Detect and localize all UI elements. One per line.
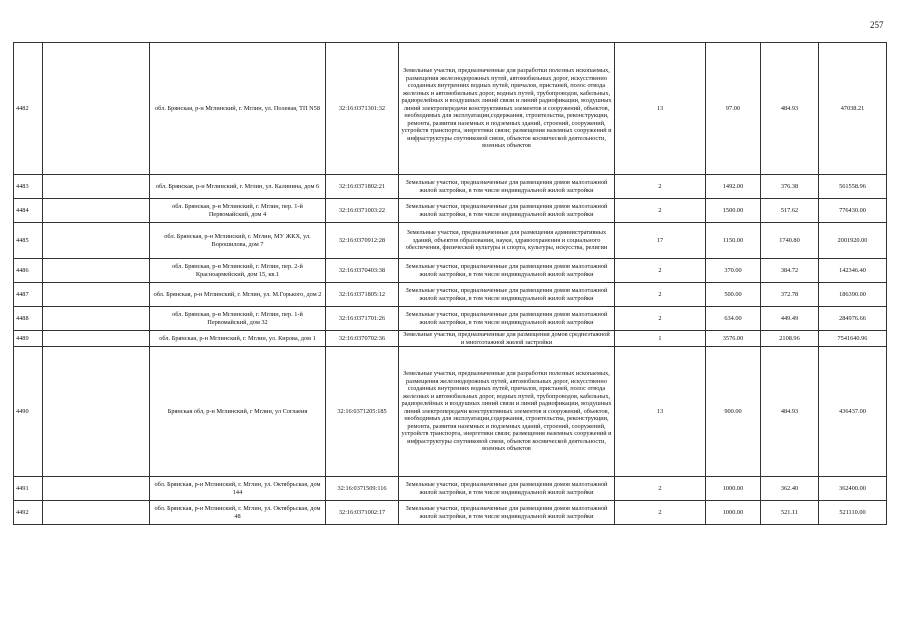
row-address: обл. Брянская, р-н Мглинский, г. Мглин, пер. 2-й Красноармейский, дом 15, кв.1 [150,259,326,283]
row-category-code: 2 [615,175,706,199]
row-specific-value: 521.11 [761,501,819,525]
row-number: 4487 [14,283,43,307]
row-area: 3576.00 [706,331,761,347]
row-area: 1492.00 [706,175,761,199]
table-row [14,347,887,477]
row-specific-value: 372.78 [761,283,819,307]
row-cadastral-number: 32:16:0371802:21 [326,175,399,199]
row-permitted-use: Земельные участки, предназначенные для разработки полезных ископаемых, размещения железнодорожных путей, автомобильных дорог, искусственно созданных внутренних водных путей, причалов, пристаней, полос отвода железных и автомобильных дорог, водных путей, трубопроводов, кабельных, радиорелейных и воздушных линий связи и линий радиофикации, воздушных линий электропередачи конструктивных элементов и сооружений, объектов, необходимых для эксплуатации,содержания, строительства, реконструкции, ремонта, развития наземных и подземных зданий, строений, сооружений, устройств транспорта, энергетики связи; размещения наземных сооружений и инфраструктуры спутниковой связи, объектов космической деятельности, военных объектов [399,347,615,477]
cadastral-register-table [13,42,887,525]
row-area: 900.00 [706,347,761,477]
row-address: обл. Брянская, р-н Мглинский, г. Мглин, пер. 1-й Первомайский, дом 4 [150,199,326,223]
row-address: обл. Брянская, р-н Мглинский, г. Мглин, ул. Кирова, дом 1 [150,331,326,347]
row-cadastral-value: 186390.00 [819,283,887,307]
row-cadastral-number: 32:16:0371301:32 [326,43,399,175]
row-category-code: 2 [615,477,706,501]
table-row [14,331,887,347]
row-address: обл. Брянская, р-н Мглинский, г. Мглин, ул. Полевая, ТП N58 [150,43,326,175]
row-area: 1000.00 [706,501,761,525]
row-area: 1150.00 [706,223,761,259]
row-cadastral-value: 142346.40 [819,259,887,283]
table-row [14,283,887,307]
row-number: 4486 [14,259,43,283]
row-cadastral-number: 32:16:0371002:17 [326,501,399,525]
row-address: обл. Брянская, р-н Мглинский, г. Мглин, ул. Октябрьская, дом 144 [150,477,326,501]
row-blank-cell [43,223,150,259]
row-address: обл. Брянская, р-н Мглинский, г. Мглин, ул. Октябрьская, дом 48 [150,501,326,525]
row-blank-cell [43,307,150,331]
row-number: 4483 [14,175,43,199]
row-area: 1000.00 [706,477,761,501]
row-permitted-use: Земельные участки, предназначенные для размещения домов малоэтажной жилой застройки, в том числе индивидуальной жилой застройки [399,283,615,307]
table-row [14,259,887,283]
row-cadastral-value: 436437.00 [819,347,887,477]
row-specific-value: 484.93 [761,43,819,175]
row-category-code: 13 [615,347,706,477]
row-cadastral-number: 32:16:0371003:22 [326,199,399,223]
row-cadastral-value: 47038.21 [819,43,887,175]
row-address: обл. Брянская, р-н Мглинский, г. Мглин, пер. 1-й Первомайский, дом 32 [150,307,326,331]
row-specific-value: 384.72 [761,259,819,283]
row-area: 500.00 [706,283,761,307]
row-number: 4490 [14,347,43,477]
row-area: 634.00 [706,307,761,331]
row-address: обл. Брянская, р-н Мглинский, г. Мглин, ул. М.Горького, дом 2 [150,283,326,307]
row-specific-value: 2108.96 [761,331,819,347]
row-cadastral-number: 32:16:0370403:38 [326,259,399,283]
row-blank-cell [43,259,150,283]
row-number: 4485 [14,223,43,259]
row-cadastral-value: 561558.96 [819,175,887,199]
row-number: 4482 [14,43,43,175]
row-cadastral-value: 2001920.00 [819,223,887,259]
row-blank-cell [43,43,150,175]
row-category-code: 1 [615,331,706,347]
page-number: 257 [870,20,884,30]
row-number: 4484 [14,199,43,223]
row-blank-cell [43,501,150,525]
row-cadastral-value: 7541640.96 [819,331,887,347]
row-blank-cell [43,175,150,199]
table-row [14,307,887,331]
row-permitted-use: Земельные участки, предназначенные для размещения домов малоэтажной жилой застройки, в том числе индивидуальной жилой застройки [399,199,615,223]
table-row [14,477,887,501]
row-blank-cell [43,347,150,477]
row-specific-value: 1740.80 [761,223,819,259]
row-number: 4492 [14,501,43,525]
row-cadastral-number: 32:16:0371701:26 [326,307,399,331]
row-category-code: 2 [615,307,706,331]
row-number: 4488 [14,307,43,331]
row-area: 97.00 [706,43,761,175]
row-permitted-use: Земельные участки, предназначенные для размещения административных зданий, объектов образования, науки, здравоохранения и социального обеспечения, физической культуры и спорта, культуры, искусства, религии [399,223,615,259]
row-blank-cell [43,283,150,307]
row-category-code: 2 [615,199,706,223]
row-permitted-use: Земельные участки, предназначенные для размещения домов малоэтажной жилой застройки, в том числе индивидуальной жилой застройки [399,477,615,501]
row-blank-cell [43,477,150,501]
row-permitted-use: Земельные участки, предназначенные для размещения домов малоэтажной жилой застройки, в том числе индивидуальной жилой застройки [399,259,615,283]
table-row [14,175,887,199]
row-specific-value: 376.38 [761,175,819,199]
row-specific-value: 484.93 [761,347,819,477]
row-permitted-use: Земельные участки, предназначенные для размещения домов малоэтажной жилой застройки, в том числе индивидуальной жилой застройки [399,175,615,199]
row-cadastral-value: 776430.00 [819,199,887,223]
row-permitted-use: Земельные участки, предназначенные для размещения домов малоэтажной жилой застройки, в том числе индивидуальной жилой застройки [399,501,615,525]
row-permitted-use: Земельные участки, предназначенные для разработки полезных ископаемых, размещения железнодорожных путей, автомобильных дорог, искусственно созданных внутренних водных путей, причалов, пристаней, полос отвода железных и автомобильных дорог, водных путей, трубопроводов, кабельных, радиорелейных и воздушных линий связи и линий радиофикации, воздушных линий электропередачи конструктивных элементов и сооружений, объектов, необходимых для эксплуатации,содержания, строительства, реконструкции, ремонта, развития наземных и подземных зданий, строений, сооружений, устройств транспорта, энергетики связи; размещения наземных сооружений и инфраструктуры спутниковой связи, объектов космической деятельности, военных объектов [399,43,615,175]
row-category-code: 2 [615,283,706,307]
row-category-code: 13 [615,43,706,175]
row-cadastral-number: 32:16:0370702:36 [326,331,399,347]
row-cadastral-number: 32:16:0371509:116 [326,477,399,501]
row-blank-cell [43,199,150,223]
row-cadastral-number: 32:16:0371205:185 [326,347,399,477]
row-category-code: 17 [615,223,706,259]
row-specific-value: 517.62 [761,199,819,223]
row-address: обл. Брянская, р-н Мглинский, г. Мглин, МУ ЖКХ, ул. Ворошилова, дом 7 [150,223,326,259]
table-row [14,501,887,525]
row-number: 4491 [14,477,43,501]
row-cadastral-value: 284976.66 [819,307,887,331]
row-category-code: 2 [615,501,706,525]
row-cadastral-number: 32:16:0371805:12 [326,283,399,307]
table-row [14,223,887,259]
row-specific-value: 449.49 [761,307,819,331]
row-permitted-use: Земельные участки, предназначенные для размещения домов среднеэтажной и многоэтажной жилой застройки [399,331,615,347]
row-cadastral-value: 362400.00 [819,477,887,501]
row-area: 370.00 [706,259,761,283]
table-row [14,199,887,223]
row-cadastral-value: 521110.00 [819,501,887,525]
table-row [14,43,887,175]
row-specific-value: 362.40 [761,477,819,501]
row-address: Брянская обл, р-н Мглинский, г Мглин, ул Соглаеия [150,347,326,477]
row-category-code: 2 [615,259,706,283]
row-cadastral-number: 32:16:0370912:28 [326,223,399,259]
row-number: 4489 [14,331,43,347]
row-blank-cell [43,331,150,347]
row-permitted-use: Земельные участки, предназначенные для размещения домов малоэтажной жилой застройки, в том числе индивидуальной жилой застройки [399,307,615,331]
row-area: 1500.00 [706,199,761,223]
row-address: обл. Брянская, р-н Мглинский, г. Мглин, ул. Калинина, дом 6 [150,175,326,199]
